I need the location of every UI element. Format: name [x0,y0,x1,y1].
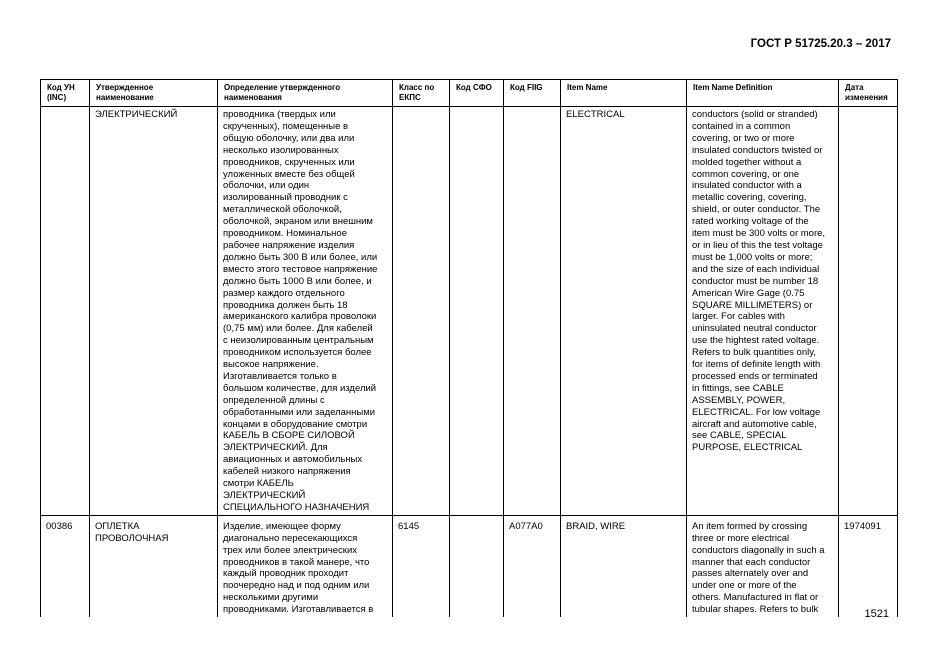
cell-change-date: 1974091 [839,515,898,617]
column-header-fiig-code: Код FIIG [504,80,561,107]
column-header-change-date: Дата изменения [839,80,898,107]
cell-definition-en: An item formed by crossing three or more electrical conductors diagonally in such a manner that each conductor passes alternately over and under one or more of the others. Manufactured in flat or tubular shapes. Refers to bulk [687,515,839,617]
cell-ekps-class [393,107,450,516]
cell-change-date [839,107,898,516]
cell-fiig-code [504,107,561,516]
cell-inc [41,107,90,516]
column-header-item-name-definition: Item Name Definition [687,80,839,107]
table-row [41,107,898,516]
cell-definition-ru: Изделие, имеющее форму диагонально пересекающихся трех или более электрических проводников в такой манере, что каждый проводник проходит поочередно над и под одним или несколькими другими проводниками. Изготавливается в [218,515,393,617]
catalog-table [40,79,898,617]
cell-item-name: BRAID, WIRE [561,515,687,617]
cell-inc: 00386 [41,515,90,617]
page-number: 1521 [864,608,889,620]
column-header-item-name: Item Name [561,80,687,107]
table-row [41,515,898,617]
document-title: ГОСТ Р 51725.20.3 – 2017 [750,38,891,50]
cell-definition-ru: проводника (твердых или скрученных), помещенные в общую оболочку, или два или несколько изолированных проводников, скрученных или уложенных вместе без общей оболочки, или один изолированный проводник с металлической оболочкой, оболочкой, экраном или внешним проводником. Номинальное рабочее напряжение изделия должно быть 300 В или более, или вместо этого тестовое напряжение должно быть 1000 В или более, и размер каждого отдельного проводника должен быть 18 американского калибра проволоки (0,75 мм) или более. Для кабелей с неизолированным центральным проводником используется более высокое напряжение. Изготавливается только в большом количестве, для изделий определенной длины с обработанными или заделанными концами в оборудование смотри КАБЕЛЬ В СБОРЕ СИЛОВОЙ ЭЛЕКТРИЧЕСКИЙ. Для авиационных и автомобильных кабелей низкого напряжения смотри КАБЕЛЬ ЭЛЕКТРИЧЕСКИЙ СПЕЦИАЛЬНОГО НАЗНАЧЕНИЯ [218,107,393,516]
cell-sfo-code [450,107,504,516]
cell-fiig-code: A077A0 [504,515,561,617]
column-header-ekps-class: Класс по ЕКПС [393,80,450,107]
cell-item-name: ELECTRICAL [561,107,687,516]
column-header-inc: Код УН (INC) [41,80,90,107]
table-header-row [41,80,898,107]
cell-sfo-code [450,515,504,617]
column-header-definition-ru: Определение утвержденного наименования [218,80,393,107]
cell-definition-en: conductors (solid or stranded) contained in a common covering, or two or more insulated conductors twisted or molded together without a common covering, or one insulated conductor with a metallic covering, covering, shield, or outer conductor. The rated working voltage of the item must be 300 volts or more, or in lieu of this the test voltage must be 1,000 volts or more; and the size of each individual conductor must be number 18 American Wire Gage (0.75 SQUARE MILLIMETERS) or larger. For cables with uninsulated neutral conductor use the hightest rated voltage. Refers to bulk quantities only, for items of definite length with processed ends or terminated in fittings, see CABLE ASSEMBLY, POWER, ELECTRICAL. For low voltage aircraft and automotive cable, see CABLE, SPECIAL PURPOSE, ELECTRICAL [687,107,839,516]
cell-approved-name: ЭЛЕКТРИЧЕСКИЙ [90,107,218,516]
column-header-sfo-code: Код СФО [450,80,504,107]
column-header-approved-name: Утвержденное наименование [90,80,218,107]
cell-approved-name: ОПЛЕТКА ПРОВОЛОЧНАЯ [90,515,218,617]
cell-ekps-class: 6145 [393,515,450,617]
